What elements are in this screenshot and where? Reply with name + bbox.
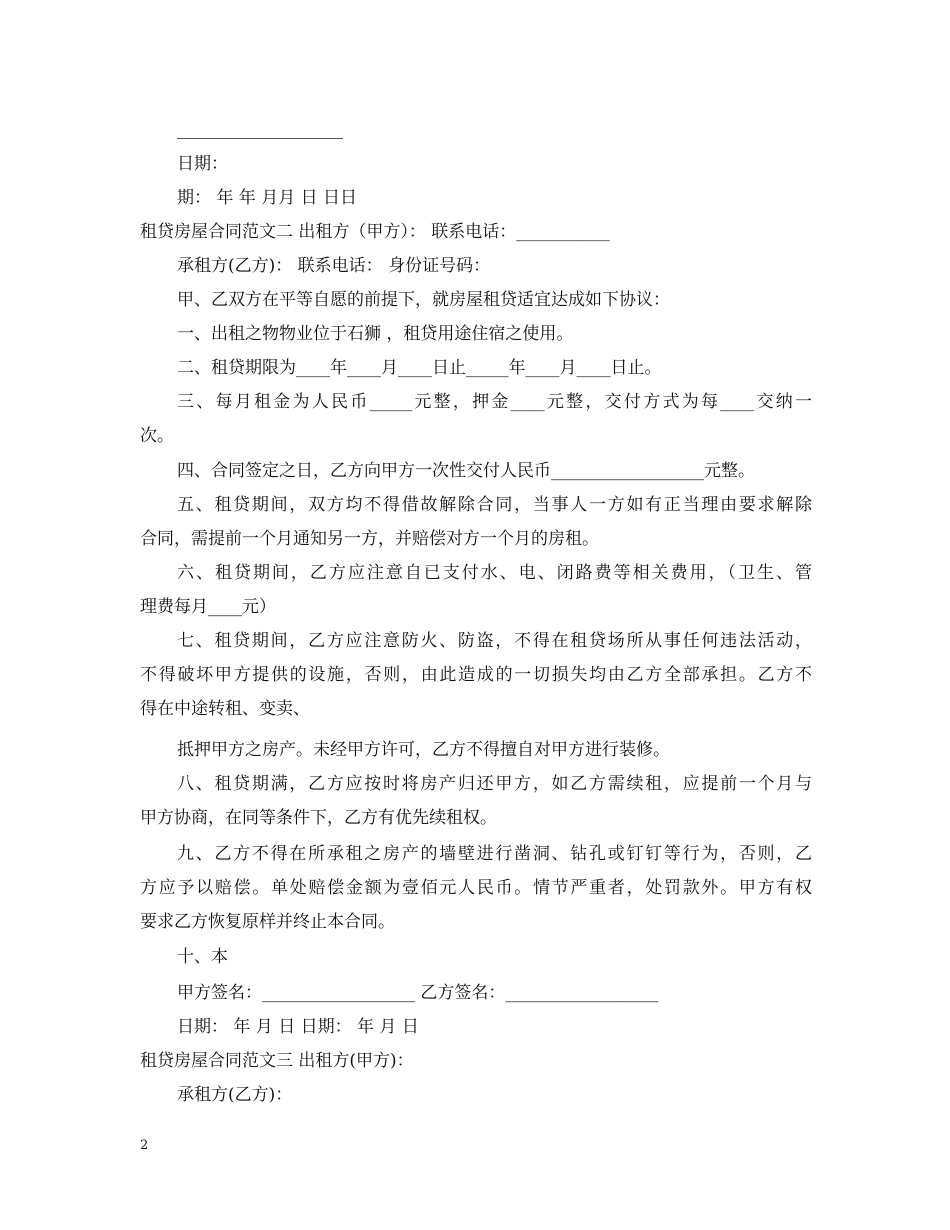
signature-line: 甲方签名：__________________ 乙方签名：__________________ [177, 983, 659, 1003]
page-number: 2 [140, 1138, 149, 1153]
clause-nine-line-2: 方应予以赔偿。单处赔偿金额为壹佰元人民币。情节严重者，处罚款外。甲方有权 [140, 878, 812, 898]
clause-two: 二、租贷期限为____年____月____日止_____年____月____日止。 [177, 358, 662, 378]
clause-ten: 十、本 [177, 947, 228, 967]
clause-seven-line-4: 抵押甲方之房产。未经甲方许可，乙方不得擅自对甲方进行装修。 [177, 740, 670, 760]
clause-four: 四、合同签定之日，乙方向甲方一次性交付人民币__________________元整。 [177, 461, 755, 481]
contract-three-tenant-line: 承租方(乙方)： [177, 1085, 293, 1105]
clause-seven-line-1: 七、租贷期间，乙方应注意防火、防盗，不得在租贷场所从事任何违法活动， [177, 631, 812, 651]
date-label-line: 日期： [177, 154, 228, 174]
signature-blank-line [177, 138, 343, 139]
clause-six-line-2: 理费每月____元） [140, 597, 276, 617]
clause-nine-line-1: 九、乙方不得在所承租之房产的墙壁进行凿洞、钻孔或钉钉等行为，否则，乙 [177, 844, 812, 864]
clause-five-line-2: 合同，需提前一个月通知另一方，并赔偿对方一个月的房租。 [140, 529, 599, 549]
clause-three-line-2: 次。 [140, 426, 174, 446]
clause-six-line-1: 六、租贷期间，乙方应注意自已支付水、电、闭路费等相关费用，（卫生、管 [177, 563, 812, 583]
clause-seven-line-2: 不得破坏甲方提供的设施，否则，由此造成的一切损失均由乙方全部承担。乙方不 [140, 665, 812, 685]
clause-one: 一、出租之物物业位于石狮 ，租贷用途住宿之使用。 [177, 324, 574, 344]
date-fields-line: 期： 年 年 月月 日 日日 [177, 188, 358, 208]
clause-eight-line-1: 八、租贷期满，乙方应按时将房产归还甲方，如乙方需续租，应提前一个月与 [177, 774, 812, 794]
contract-two-heading: 租贷房屋合同范文二 出租方（甲方）： 联系电话：___________ [140, 222, 610, 242]
agreement-intro: 甲、乙双方在平等自愿的前提下，就房屋租贷适宜达成如下协议： [177, 290, 670, 310]
clause-five-line-1: 五、租贷期间，双方均不得借故解除合同，当事人一方如有正当理由要求解除 [177, 495, 812, 515]
clause-eight-line-2: 甲方协商，在同等条件下，乙方有优先续租权。 [140, 808, 497, 828]
clause-three-line-1: 三、每月租金为人民币_____元整，押金____元整，交付方式为每____交纳一 [177, 392, 812, 412]
clause-nine-line-3: 要求乙方恢复原样并终止本合同。 [140, 912, 395, 932]
tenant-info-line: 承租方(乙方)： 联系电话： 身份证号码： [177, 256, 491, 276]
contract-three-heading: 租贷房屋合同范文三 出租方(甲方)： [140, 1051, 414, 1071]
signature-date-line: 日期： 年 月 日 日期： 年 月 日 [177, 1017, 419, 1037]
clause-seven-line-3: 得在中途转租、变卖、 [140, 699, 310, 719]
